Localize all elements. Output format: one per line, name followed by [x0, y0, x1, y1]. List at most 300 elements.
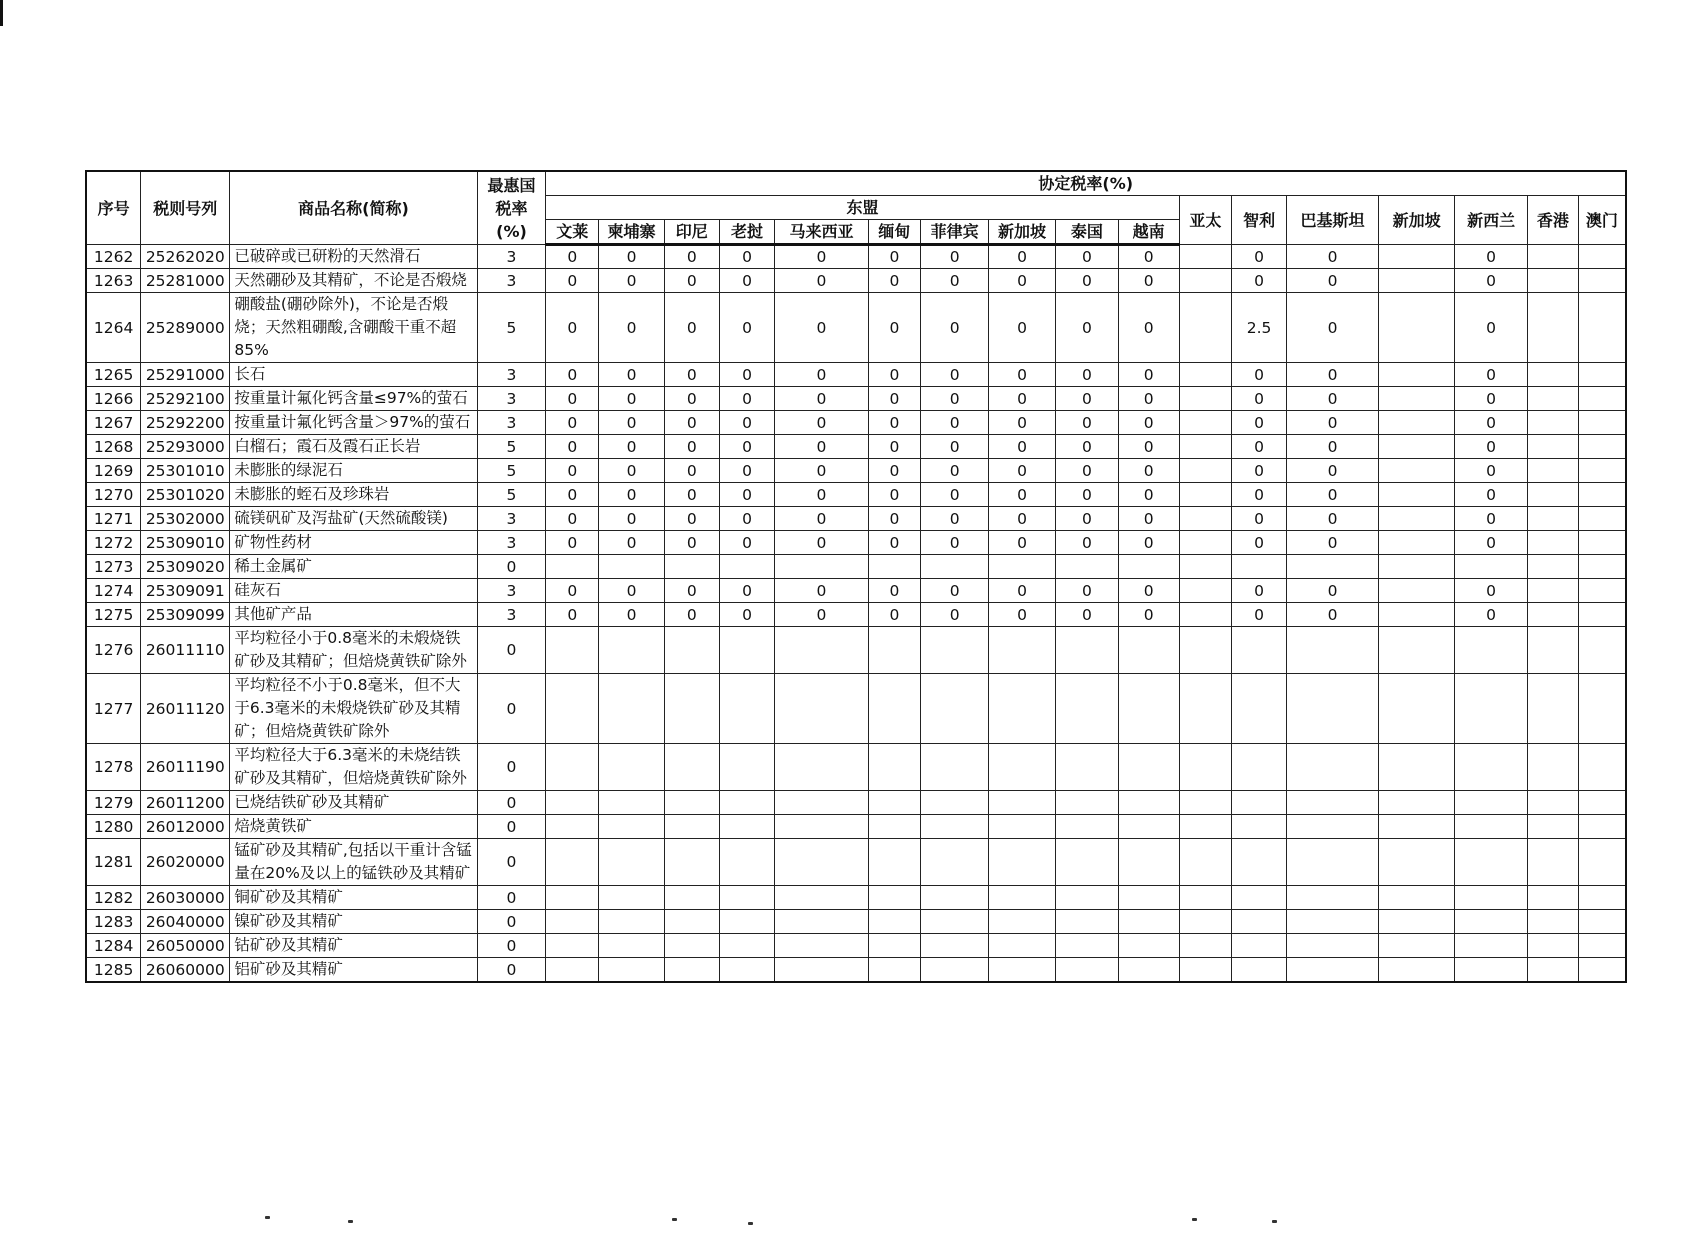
row-other-rate: 0 [1455, 507, 1528, 531]
row-asean-rate: 0 [599, 363, 665, 387]
row-asean-rate [775, 934, 868, 958]
row-name: 锰矿砂及其精矿,包括以干重计含锰量在20%及以上的锰铁砂及其精矿 [230, 839, 477, 886]
row-asean-rate [664, 627, 719, 674]
row-asean-rate: 0 [1055, 387, 1118, 411]
row-other-rate [1578, 459, 1626, 483]
row-asean-rate: 0 [921, 531, 989, 555]
row-asean-rate: 0 [989, 459, 1056, 483]
header-other: 智利 [1232, 196, 1287, 245]
row-asean-rate [719, 934, 775, 958]
row-asean-rate [868, 886, 921, 910]
row-asean-rate [719, 839, 775, 886]
row-asean-rate: 0 [989, 363, 1056, 387]
row-asean-rate: 0 [868, 363, 921, 387]
row-name: 白榴石；霞石及霞石正长岩 [230, 435, 477, 459]
row-mfn-rate: 3 [477, 363, 546, 387]
row-asean-rate [599, 815, 665, 839]
row-asean-rate: 0 [1055, 411, 1118, 435]
row-mfn-rate: 0 [477, 910, 546, 934]
row-code: 26011200 [141, 791, 230, 815]
row-asean-rate [719, 791, 775, 815]
row-other-rate [1286, 886, 1378, 910]
row-seq: 1268 [86, 435, 141, 459]
row-other-rate: 0 [1286, 531, 1378, 555]
row-asean-rate: 0 [546, 459, 599, 483]
header-asean-country: 泰国 [1055, 220, 1118, 245]
row-other-rate [1379, 744, 1455, 791]
row-other-rate [1528, 387, 1579, 411]
row-seq: 1264 [86, 293, 141, 363]
row-other-rate: 0 [1286, 603, 1378, 627]
row-other-rate [1179, 886, 1232, 910]
table-row [86, 791, 1626, 815]
row-seq: 1273 [86, 555, 141, 579]
row-asean-rate: 0 [719, 579, 775, 603]
row-other-rate [1232, 815, 1287, 839]
row-asean-rate [1118, 910, 1179, 934]
row-code: 26011120 [141, 674, 230, 744]
header-name: 商品名称(简称) [230, 171, 477, 245]
row-name: 长石 [230, 363, 477, 387]
row-other-rate [1286, 815, 1378, 839]
row-asean-rate: 0 [1118, 411, 1179, 435]
row-code: 25292200 [141, 411, 230, 435]
row-asean-rate: 0 [664, 293, 719, 363]
row-other-rate [1179, 363, 1232, 387]
row-asean-rate: 0 [1055, 293, 1118, 363]
row-asean-rate: 0 [664, 483, 719, 507]
row-asean-rate [599, 839, 665, 886]
row-other-rate [1232, 674, 1287, 744]
row-asean-rate: 0 [775, 483, 868, 507]
row-asean-rate [599, 674, 665, 744]
row-seq: 1274 [86, 579, 141, 603]
header-asean-country: 马来西亚 [775, 220, 868, 245]
row-other-rate [1286, 627, 1378, 674]
row-name: 按重量计氟化钙含量≤97%的萤石 [230, 387, 477, 411]
row-other-rate [1179, 435, 1232, 459]
row-asean-rate [921, 815, 989, 839]
row-other-rate: 0 [1232, 531, 1287, 555]
row-asean-rate: 0 [775, 459, 868, 483]
row-other-rate [1379, 674, 1455, 744]
row-asean-rate: 0 [719, 435, 775, 459]
row-asean-rate: 0 [546, 603, 599, 627]
row-other-rate: 0 [1286, 387, 1378, 411]
row-asean-rate [1055, 958, 1118, 983]
table-row [86, 627, 1626, 674]
row-other-rate [1455, 910, 1528, 934]
row-mfn-rate: 3 [477, 579, 546, 603]
row-other-rate [1232, 958, 1287, 983]
row-asean-rate: 0 [775, 387, 868, 411]
row-other-rate [1379, 293, 1455, 363]
header-asean-country: 柬埔寨 [599, 220, 665, 245]
row-name: 未膨胀的蛭石及珍珠岩 [230, 483, 477, 507]
row-asean-rate: 0 [868, 293, 921, 363]
row-mfn-rate: 5 [477, 459, 546, 483]
row-mfn-rate: 0 [477, 674, 546, 744]
table-row [86, 363, 1626, 387]
row-asean-rate: 0 [546, 435, 599, 459]
row-asean-rate: 0 [664, 245, 719, 269]
row-asean-rate [921, 674, 989, 744]
row-asean-rate [719, 958, 775, 983]
row-other-rate [1379, 839, 1455, 886]
row-other-rate [1528, 435, 1579, 459]
row-asean-rate: 0 [989, 579, 1056, 603]
row-seq: 1271 [86, 507, 141, 531]
row-seq: 1281 [86, 839, 141, 886]
row-asean-rate: 0 [1118, 245, 1179, 269]
row-other-rate [1528, 579, 1579, 603]
row-asean-rate [868, 744, 921, 791]
row-asean-rate: 0 [775, 411, 868, 435]
row-other-rate [1286, 910, 1378, 934]
row-seq: 1282 [86, 886, 141, 910]
row-other-rate [1179, 411, 1232, 435]
row-seq: 1269 [86, 459, 141, 483]
row-other-rate: 0 [1455, 459, 1528, 483]
row-asean-rate [1118, 839, 1179, 886]
row-seq: 1284 [86, 934, 141, 958]
row-name: 平均粒径不小于0.8毫米，但不大于6.3毫米的未煅烧铁矿砂及其精矿；但焙烧黄铁矿除外 [230, 674, 477, 744]
row-asean-rate [546, 744, 599, 791]
scan-speck [672, 1218, 677, 1221]
header-mfn-line1: 最惠国 [487, 175, 536, 195]
row-other-rate [1578, 293, 1626, 363]
header-asean-country: 印尼 [664, 220, 719, 245]
row-other-rate [1379, 627, 1455, 674]
row-asean-rate [868, 910, 921, 934]
row-name: 矿物性药材 [230, 531, 477, 555]
row-asean-rate: 0 [664, 531, 719, 555]
table-row [86, 411, 1626, 435]
row-asean-rate: 0 [921, 245, 989, 269]
table-header [86, 171, 1626, 245]
row-seq: 1276 [86, 627, 141, 674]
row-mfn-rate: 3 [477, 507, 546, 531]
row-other-rate [1528, 934, 1579, 958]
row-seq: 1265 [86, 363, 141, 387]
row-seq: 1278 [86, 744, 141, 791]
row-asean-rate: 0 [1118, 507, 1179, 531]
row-asean-rate: 0 [599, 435, 665, 459]
row-asean-rate: 0 [921, 579, 989, 603]
scan-speck [1272, 1220, 1277, 1223]
row-other-rate: 0 [1232, 483, 1287, 507]
row-other-rate: 0 [1232, 507, 1287, 531]
row-asean-rate [599, 934, 665, 958]
row-asean-rate: 0 [664, 411, 719, 435]
row-other-rate: 0 [1455, 387, 1528, 411]
row-other-rate [1528, 459, 1579, 483]
row-other-rate: 0 [1455, 483, 1528, 507]
row-asean-rate: 0 [1118, 435, 1179, 459]
row-name: 天然硼砂及其精矿，不论是否煅烧 [230, 269, 477, 293]
row-code: 26050000 [141, 934, 230, 958]
header-other: 新加坡 [1379, 196, 1455, 245]
row-asean-rate: 0 [868, 483, 921, 507]
row-other-rate [1286, 958, 1378, 983]
row-asean-rate [989, 815, 1056, 839]
row-asean-rate [921, 934, 989, 958]
row-asean-rate [1055, 627, 1118, 674]
row-other-rate [1578, 411, 1626, 435]
row-asean-rate: 0 [989, 387, 1056, 411]
row-other-rate [1179, 627, 1232, 674]
row-name: 稀土金属矿 [230, 555, 477, 579]
row-other-rate: 0 [1232, 435, 1287, 459]
row-other-rate [1232, 910, 1287, 934]
table-row [86, 910, 1626, 934]
row-asean-rate [719, 555, 775, 579]
row-seq: 1263 [86, 269, 141, 293]
row-asean-rate: 0 [1055, 483, 1118, 507]
row-other-rate [1379, 910, 1455, 934]
row-asean-rate: 0 [868, 603, 921, 627]
row-asean-rate [921, 910, 989, 934]
row-other-rate [1455, 815, 1528, 839]
row-other-rate [1286, 744, 1378, 791]
row-code: 25309099 [141, 603, 230, 627]
header-other: 亚太 [1179, 196, 1232, 245]
row-asean-rate: 0 [775, 507, 868, 531]
table-row [86, 815, 1626, 839]
row-other-rate [1179, 791, 1232, 815]
row-other-rate [1528, 910, 1579, 934]
row-asean-rate [1118, 815, 1179, 839]
row-asean-rate [1055, 555, 1118, 579]
row-asean-rate: 0 [921, 507, 989, 531]
row-other-rate: 0 [1286, 507, 1378, 531]
row-asean-rate [868, 791, 921, 815]
row-asean-rate [664, 815, 719, 839]
row-asean-rate: 0 [546, 363, 599, 387]
row-asean-rate [664, 674, 719, 744]
row-mfn-rate: 0 [477, 934, 546, 958]
row-other-rate: 0 [1286, 483, 1378, 507]
row-asean-rate: 0 [868, 245, 921, 269]
row-asean-rate [921, 839, 989, 886]
row-other-rate: 0 [1286, 269, 1378, 293]
row-asean-rate [546, 886, 599, 910]
row-asean-rate [599, 910, 665, 934]
table-row [86, 269, 1626, 293]
scan-speck [265, 1216, 270, 1219]
table-row [86, 886, 1626, 910]
row-other-rate [1528, 555, 1579, 579]
header-other: 澳门 [1578, 196, 1626, 245]
row-other-rate: 0 [1232, 579, 1287, 603]
row-other-rate [1179, 744, 1232, 791]
row-code: 25301010 [141, 459, 230, 483]
row-asean-rate [775, 555, 868, 579]
row-code: 25309020 [141, 555, 230, 579]
header-asean-country: 越南 [1118, 220, 1179, 245]
header-mfn-line3: (%) [496, 221, 527, 241]
row-other-rate [1379, 269, 1455, 293]
row-asean-rate [1055, 674, 1118, 744]
row-other-rate [1179, 815, 1232, 839]
row-code: 25281000 [141, 269, 230, 293]
row-seq: 1262 [86, 245, 141, 269]
row-asean-rate: 0 [664, 507, 719, 531]
row-mfn-rate: 5 [477, 293, 546, 363]
row-asean-rate [664, 958, 719, 983]
row-other-rate: 0 [1455, 579, 1528, 603]
row-other-rate: 0 [1232, 269, 1287, 293]
row-asean-rate [1055, 910, 1118, 934]
row-asean-rate [1055, 839, 1118, 886]
row-asean-rate: 0 [1118, 579, 1179, 603]
row-asean-rate: 0 [719, 411, 775, 435]
row-asean-rate: 0 [664, 363, 719, 387]
row-asean-rate: 0 [1055, 459, 1118, 483]
row-other-rate [1179, 293, 1232, 363]
row-mfn-rate: 0 [477, 744, 546, 791]
row-asean-rate: 0 [719, 507, 775, 531]
row-asean-rate [868, 934, 921, 958]
row-other-rate [1578, 269, 1626, 293]
row-code: 25293000 [141, 435, 230, 459]
row-other-rate [1528, 531, 1579, 555]
row-asean-rate: 0 [989, 245, 1056, 269]
row-asean-rate: 0 [1055, 531, 1118, 555]
row-asean-rate: 0 [599, 603, 665, 627]
header-other: 香港 [1528, 196, 1579, 245]
row-asean-rate [1055, 744, 1118, 791]
row-asean-rate [1118, 627, 1179, 674]
row-other-rate [1455, 958, 1528, 983]
row-asean-rate: 0 [921, 293, 989, 363]
table-row [86, 387, 1626, 411]
row-code: 25309091 [141, 579, 230, 603]
row-other-rate [1179, 459, 1232, 483]
row-code: 25309010 [141, 531, 230, 555]
row-mfn-rate: 0 [477, 555, 546, 579]
row-other-rate [1286, 555, 1378, 579]
row-asean-rate: 0 [775, 531, 868, 555]
row-other-rate [1455, 674, 1528, 744]
row-other-rate [1578, 555, 1626, 579]
row-other-rate [1286, 674, 1378, 744]
row-asean-rate: 0 [921, 483, 989, 507]
row-code: 26060000 [141, 958, 230, 983]
row-name: 已破碎或已研粉的天然滑石 [230, 245, 477, 269]
row-asean-rate: 0 [868, 411, 921, 435]
table-row [86, 839, 1626, 886]
row-asean-rate [1055, 815, 1118, 839]
row-other-rate [1379, 579, 1455, 603]
row-asean-rate: 0 [989, 435, 1056, 459]
row-asean-rate: 0 [989, 603, 1056, 627]
row-asean-rate [1118, 934, 1179, 958]
table-row [86, 958, 1626, 983]
row-asean-rate: 0 [1055, 245, 1118, 269]
row-asean-rate [775, 744, 868, 791]
row-asean-rate [546, 910, 599, 934]
row-asean-rate [1118, 791, 1179, 815]
table-row [86, 435, 1626, 459]
row-other-rate [1179, 555, 1232, 579]
row-asean-rate: 0 [921, 387, 989, 411]
row-asean-rate [546, 627, 599, 674]
row-code: 26011190 [141, 744, 230, 791]
row-code: 26012000 [141, 815, 230, 839]
row-asean-rate [989, 934, 1056, 958]
row-code: 25289000 [141, 293, 230, 363]
row-other-rate [1286, 791, 1378, 815]
row-asean-rate: 0 [775, 269, 868, 293]
row-other-rate: 0 [1286, 411, 1378, 435]
row-other-rate [1528, 603, 1579, 627]
row-asean-rate: 0 [719, 363, 775, 387]
row-asean-rate: 0 [599, 483, 665, 507]
row-other-rate [1379, 459, 1455, 483]
row-other-rate [1578, 791, 1626, 815]
table-row [86, 507, 1626, 531]
row-asean-rate: 0 [775, 293, 868, 363]
row-asean-rate: 0 [664, 269, 719, 293]
row-mfn-rate: 3 [477, 269, 546, 293]
row-other-rate [1578, 507, 1626, 531]
row-other-rate: 0 [1286, 459, 1378, 483]
row-other-rate [1578, 815, 1626, 839]
row-code: 26020000 [141, 839, 230, 886]
row-asean-rate: 0 [1118, 603, 1179, 627]
row-other-rate [1379, 507, 1455, 531]
row-asean-rate [775, 791, 868, 815]
row-other-rate [1528, 744, 1579, 791]
row-asean-rate [921, 744, 989, 791]
row-asean-rate: 0 [989, 507, 1056, 531]
row-other-rate [1455, 555, 1528, 579]
row-mfn-rate: 0 [477, 791, 546, 815]
row-other-rate [1179, 245, 1232, 269]
row-other-rate [1379, 791, 1455, 815]
row-asean-rate: 0 [775, 603, 868, 627]
row-asean-rate: 0 [719, 459, 775, 483]
table-row [86, 934, 1626, 958]
row-asean-rate [599, 886, 665, 910]
header-other: 巴基斯坦 [1286, 196, 1378, 245]
row-asean-rate: 0 [719, 603, 775, 627]
row-other-rate [1528, 507, 1579, 531]
row-asean-rate: 0 [775, 245, 868, 269]
header-asean-country: 老挝 [719, 220, 775, 245]
row-asean-rate [719, 815, 775, 839]
row-other-rate [1232, 555, 1287, 579]
table-row [86, 459, 1626, 483]
row-other-rate [1578, 603, 1626, 627]
row-name: 铝矿砂及其精矿 [230, 958, 477, 983]
row-asean-rate: 0 [546, 269, 599, 293]
row-name: 平均粒径小于0.8毫米的未煅烧铁矿砂及其精矿；但焙烧黄铁矿除外 [230, 627, 477, 674]
row-other-rate: 0 [1232, 411, 1287, 435]
row-asean-rate [664, 555, 719, 579]
row-other-rate [1179, 603, 1232, 627]
row-name: 钴矿砂及其精矿 [230, 934, 477, 958]
row-other-rate [1578, 958, 1626, 983]
row-other-rate [1528, 293, 1579, 363]
row-other-rate: 0 [1455, 411, 1528, 435]
row-asean-rate: 0 [775, 363, 868, 387]
row-asean-rate [989, 627, 1056, 674]
row-asean-rate: 0 [1055, 579, 1118, 603]
row-other-rate [1379, 483, 1455, 507]
row-asean-rate [989, 791, 1056, 815]
